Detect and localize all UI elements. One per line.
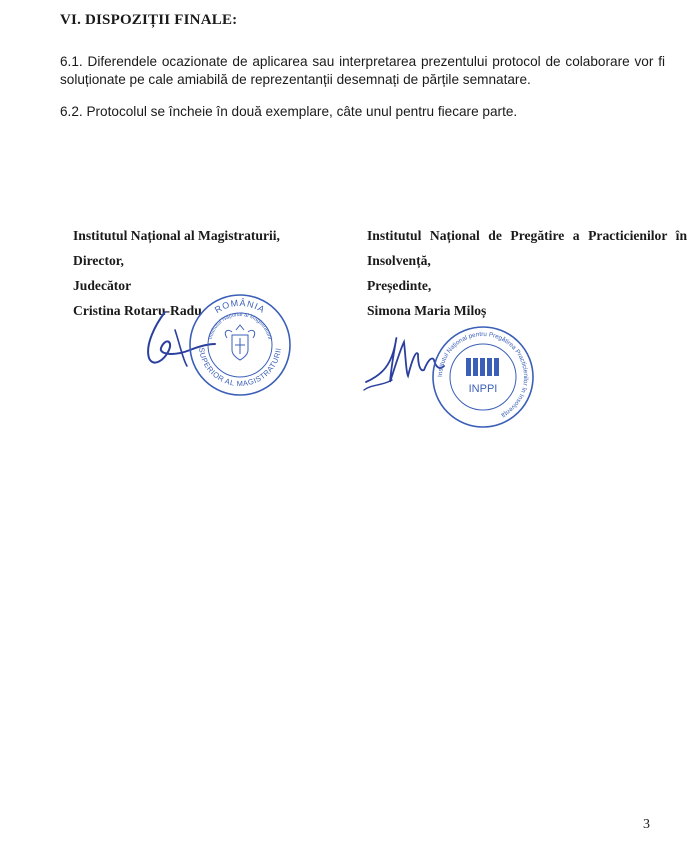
left-official-stamp [185, 290, 295, 400]
right-name: Simona Maria Miloș [367, 303, 487, 318]
section-heading: VI. DISPOZIȚII FINALE: [60, 12, 238, 28]
right-official-stamp [428, 322, 538, 432]
right-signature-block [367, 228, 687, 328]
svg-text:Institutul Național pentru Pre: Institutul Național pentru Pregătirea Practicienilor în Insolvență [436, 330, 530, 419]
right-institution-line1: Institutul Național de Pregătire a Practicienilor în [367, 228, 687, 243]
right-institution-line2: Insolvență, [367, 253, 431, 268]
right-role: Președinte, [367, 278, 432, 293]
svg-text:ROMÂNIA: ROMÂNIA [212, 297, 268, 316]
coat-of-arms-icon [225, 325, 254, 360]
left-institution: Institutul Național al Magistraturii, [73, 228, 280, 243]
paragraph-6-2: 6.2. Protocolul se încheie în două exemplare, câte unul pentru fiecare parte. [60, 104, 518, 119]
books-icon [466, 358, 499, 376]
svg-text:SUPERIOR AL MAGISTRATURII: SUPERIOR AL MAGISTRATURII [197, 346, 283, 389]
svg-text:Institutul Național al Magistr: Institutul Național al Magistraturii [207, 311, 273, 340]
left-role: Director, [73, 253, 124, 268]
left-title: Judecător [73, 278, 132, 293]
stamp-inppi-text: INPPI [468, 383, 498, 395]
page-number: 3 [643, 817, 650, 832]
paragraph-6-1: 6.1. Diferendele ocazionate de aplicarea sau interpretarea prezentului protocol de colaborare vor fi soluționate pe cale amiabilă de reprezentanții desemnați de părțile semnatare. [60, 54, 665, 87]
left-name: Cristina Rotaru-Radu [73, 303, 202, 318]
